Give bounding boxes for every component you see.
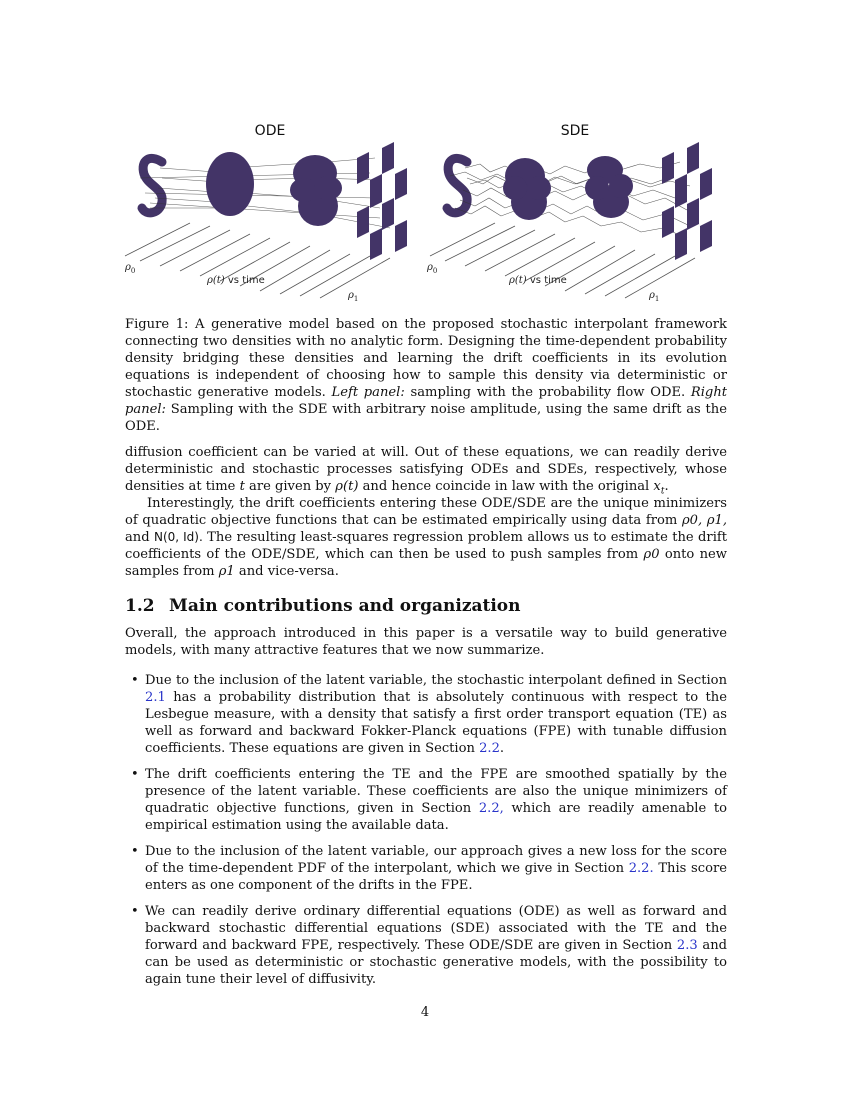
sde-rho1-label: $\rho_1$ [649, 290, 660, 303]
bullet-icon: • [131, 844, 139, 859]
section-link[interactable]: 2.2. [628, 861, 654, 876]
section-link[interactable]: 2.3 [676, 938, 698, 953]
density-blob-2 [290, 155, 342, 226]
page-number: 4 [420, 1005, 430, 1020]
list-item: • We can readily derive ordinary differential equations (ODE) as well as forward and backward stochastic differential equations (SDE) associated with the TE and the forward and backward FPE, respectively. These ODE/SDE are given in Section 2.3 and can be used as deterministic or stochastic generative models, with the possibility to again tune their level of diffusivity. [131, 904, 728, 987]
caption-left-label: Left panel: [331, 385, 405, 400]
sde-panel-title: SDE [560, 123, 590, 139]
section-link[interactable]: 2.2 [479, 741, 500, 756]
bullet-icon: • [131, 904, 139, 919]
ode-plot [120, 118, 420, 308]
caption-text-1: A generative model based on the proposed stochastic interpolant framework connecting two densities with no analytic form. Designing the time-dependent probability density bridging these densities and learning the drift coefficients in its evolution equations is independent of choosing how to sample this density via deterministic or stochastic generative models. [125, 317, 727, 400]
rho1-checkerboard [662, 142, 712, 260]
caption-text-3: Sampling with the SDE with arbitrary noise amplitude, using the same drift as the ODE. [125, 402, 727, 434]
bullet-icon: • [131, 673, 139, 688]
sde-trajectories [450, 162, 690, 238]
body-paragraph-2: Interestingly, the drift coefficients entering these ODE/SDE are the unique minimizers of quadratic objective functions that can be estimated empirically using data from ρ0, ρ1, and N(0, Id). The resulting least-squares regression problem allows us to estimate the drift coefficients of the ODE/SDE, which can then be used to push samples from ρ0 onto new samples from ρ1 and vice-versa. [125, 496, 728, 579]
density-blob-1 [206, 152, 254, 216]
list-item: • Due to the inclusion of the latent variable, the stochastic interpolant defined in Section 2.1 has a probability distribution that is absolutely continuous with respect to the Lesbegue measure, with a density that satisfy a first order transport equation (TE) as well as forward and backward Fokker-Planck equations (FPE) with tunable diffusion coefficients. These equations are given in Section 2.2. [131, 673, 727, 756]
section-link[interactable]: 2.1 [145, 690, 166, 705]
caption-label: Figure 1: [125, 317, 189, 332]
section-link[interactable]: 2.2, [478, 801, 504, 816]
sde-panel [425, 118, 725, 308]
sde-rhot-label: ρ(t) vs time [509, 275, 567, 286]
ode-panel-title: ODE [254, 123, 286, 139]
density-blob-1 [503, 158, 551, 220]
rho0-spiral [142, 158, 162, 212]
section-heading [125, 596, 521, 616]
time-axis-grid [125, 223, 390, 298]
list-item: • The drift coefficients entering the TE and the FPE are smoothed spatially by the presence of the latent variable. These coefficients are also the unique minimizers of quadratic objective functions, given in Section 2.2, which are readily amenable to empirical estimation using the available data. [131, 767, 727, 833]
sde-rho0-label: $\rho_0$ [427, 262, 438, 275]
contributions-list [125, 672, 727, 997]
caption-text-2: sampling with the probability flow ODE. [410, 385, 686, 400]
figure-caption [125, 316, 727, 435]
bullet-icon: • [131, 767, 139, 782]
rho1-checkerboard [357, 142, 407, 260]
list-item: • Due to the inclusion of the latent variable, our approach gives a new loss for the score of the time-dependent PDF of the interpolant, which we give in Section 2.2. This score enters as one component of the drifts in the FPE. [131, 844, 727, 893]
section-number: 1.2 [125, 596, 155, 616]
section-intro: Overall, the approach introduced in this paper is a versatile way to build generative models, with many attractive features that we now summarize. [125, 626, 727, 658]
rho0-spiral [447, 158, 467, 212]
ode-rho1-label: $\rho_1$ [348, 290, 359, 303]
caption-right-label: Right panel: [125, 385, 728, 417]
sde-plot [425, 118, 725, 308]
ode-rhot-label: ρ(t) vs time [207, 275, 265, 286]
ode-trajectories [140, 158, 390, 228]
time-axis-grid [430, 223, 695, 298]
ode-rho0-label: $\rho_0$ [125, 262, 136, 275]
ode-panel [120, 118, 420, 308]
section-title: Main contributions and organization [169, 596, 521, 616]
figure-1 [120, 118, 730, 308]
body-paragraph-1: diffusion coefficient can be varied at will. Out of these equations, we can readily derive deterministic and stochastic processes satisfying ODEs and SDEs, respectively, whose densities at time t are given by ρ(t) and hence coincide in law with the original $x_t$. [125, 445, 727, 497]
